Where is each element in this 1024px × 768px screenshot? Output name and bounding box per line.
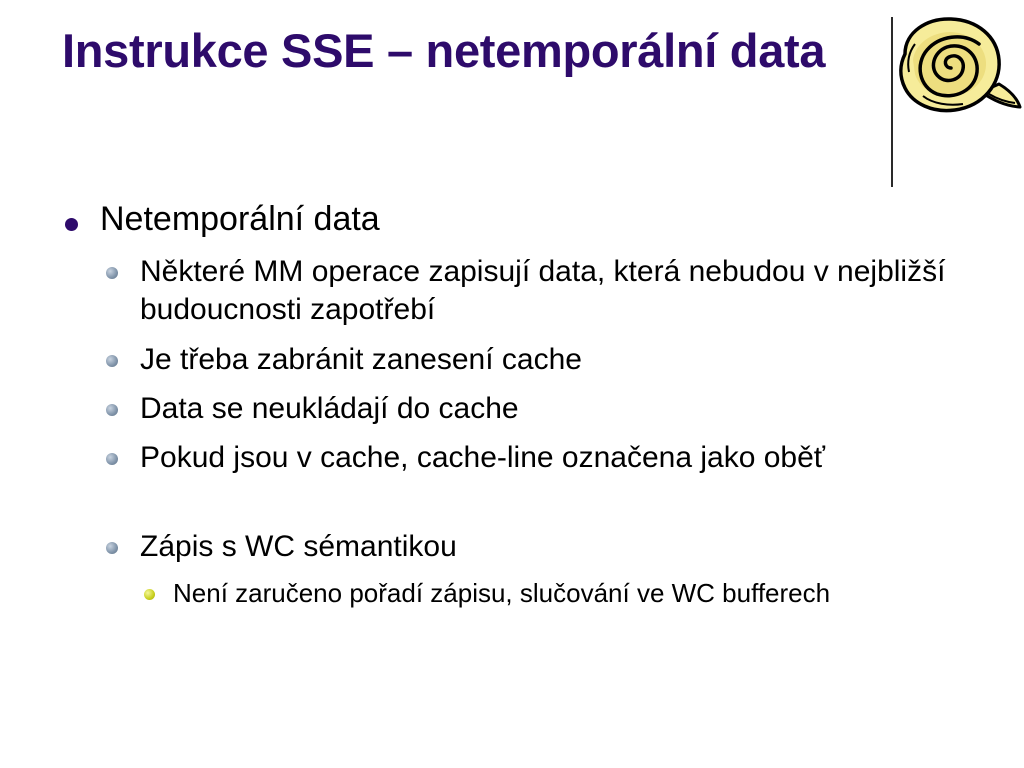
bullet-level2-icon bbox=[106, 267, 118, 279]
bullet-level2-icon bbox=[106, 542, 118, 554]
bullet-level2-text: Je třeba zabránit zanesení cache bbox=[140, 343, 582, 376]
bullet-level1-text: Netemporální data bbox=[100, 200, 380, 238]
bullet-level2-text: Některé MM operace zapisují data, která nebudou v nejbližší budoucnosti zapotřebí bbox=[140, 255, 946, 326]
scroll-spiral-icon bbox=[893, 14, 1023, 124]
bullet-level2-icon bbox=[106, 453, 118, 465]
bullet-level2-icon bbox=[106, 355, 118, 367]
bullet-level3-text: Není zaručeno pořadí zápisu, slučování ve WC bufferech bbox=[173, 578, 831, 608]
bullet-level1-icon bbox=[65, 218, 78, 231]
bullet-level3-icon bbox=[144, 589, 155, 600]
bullet-level2-text: Zápis s WC sémantikou bbox=[140, 530, 457, 563]
bullet-level2-text: Pokud jsou v cache, cache-line označena jako oběť bbox=[140, 441, 826, 474]
bullet-level2-text: Data se neukládají do cache bbox=[140, 392, 519, 425]
bullet-level2-icon bbox=[106, 404, 118, 416]
slide-title: Instrukce SSE – netemporální data bbox=[62, 24, 826, 77]
